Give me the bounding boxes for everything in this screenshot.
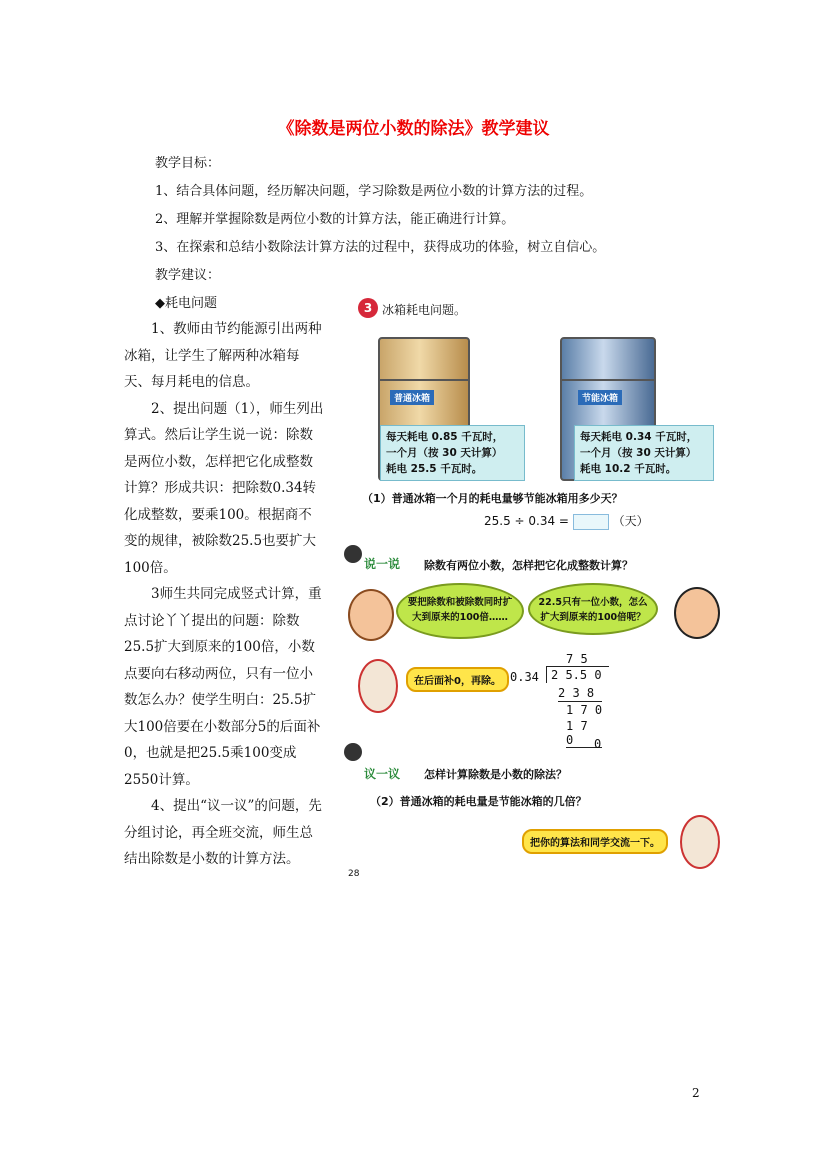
textbook-illustration bbox=[338, 287, 728, 887]
textbook-page-number: 28 bbox=[348, 869, 360, 879]
division-row-2: 1 7 0 bbox=[566, 703, 603, 717]
paragraph-4: 4、提出“议一议”的问题，先分组讨论，再全班交流，师生总结出除数是小数的计算方法。 bbox=[124, 798, 322, 867]
division-dividend: 2 5.5 0 bbox=[546, 666, 609, 683]
paragraph-1: 1、教师由节约能源引出两种冰箱，让学生了解两种冰箱每天、每月耗电的信息。 bbox=[124, 321, 322, 390]
suggestion-body bbox=[124, 316, 324, 873]
goal-3: 3、在探索和总结小数除法计算方法的过程中，获得成功的体验，树立自信心。 bbox=[155, 240, 606, 255]
energy-saving-fridge-info: 每天耗电 0.34 千瓦时， 一个月（按 30 天计算） 耗电 10.2 千瓦时。 bbox=[574, 425, 714, 481]
discuss-text: 怎样计算除数是小数的除法？ bbox=[424, 768, 567, 781]
division-remainder: 0 bbox=[594, 737, 602, 751]
girl-speech-bubble: 22.5只有一位小数，怎么扩大到原来的100倍呢？ bbox=[528, 583, 658, 635]
microphone-icon bbox=[344, 743, 362, 761]
division-divisor: 0.34 bbox=[510, 670, 539, 684]
goal-1: 1、结合具体问题，经历解决问题，学习除数是两位小数的计算方法的过程。 bbox=[155, 184, 593, 199]
goals-heading: 教学目标： bbox=[155, 156, 221, 171]
share-box: 把你的算法和同学交流一下。 bbox=[522, 829, 668, 854]
paragraph-3: 3师生共同完成竖式计算，重点讨论丫丫提出的问题：除数25.5扩大到原来的100倍，小数点要向右移动两位，只有一位小数怎么办？使学生明白：25.5扩大100倍要在小数部分5的后面补0，也就是把25.5乘100变成2550计算。 bbox=[124, 586, 322, 788]
hint-box: 在后面补0，再除。 bbox=[406, 667, 509, 692]
say-tag: 说一说 bbox=[364, 557, 401, 571]
discuss-tag: 议一议 bbox=[364, 767, 401, 781]
division-row-3: 1 7 0 bbox=[566, 720, 602, 748]
problem-number-badge: 3 bbox=[358, 298, 378, 318]
question-1: （1）普通冰箱一个月的耗电量够节能冰箱用多少天？ bbox=[362, 492, 623, 505]
rabbit-character-icon bbox=[680, 815, 720, 869]
microphone-icon bbox=[344, 545, 362, 563]
energy-saving-fridge-label: 节能冰箱 bbox=[578, 390, 622, 405]
division-quotient: 7 5 bbox=[566, 652, 588, 666]
section-heading: ◆耗电问题 bbox=[155, 296, 217, 311]
answer-box bbox=[573, 514, 609, 530]
rabbit-character-icon bbox=[358, 659, 398, 713]
page-number: 2 bbox=[692, 1086, 700, 1100]
goal-2: 2、理解并掌握除数是两位小数的计算方法，能正确进行计算。 bbox=[155, 212, 515, 227]
equation: 25.5 ÷ 0.34 = （天） bbox=[484, 514, 649, 528]
figure-heading: 冰箱耗电问题。 bbox=[382, 303, 467, 317]
regular-fridge-info: 每天耗电 0.85 千瓦时， 一个月（按 30 天计算） 耗电 25.5 千瓦时。 bbox=[380, 425, 525, 481]
paragraph-2: 2、提出问题（1），师生列出算式。然后让学生说一说：除数是两位小数，怎样把它化成整数计算？形成共识：把除数0.34转化成整数，要乘100。根据商不变的规律，被除数25.5也要扩大100倍。 bbox=[124, 400, 324, 576]
question-2: （2）普通冰箱的耗电量是节能冰箱的几倍？ bbox=[370, 795, 587, 808]
suggest-heading: 教学建议： bbox=[155, 268, 221, 283]
boy-character-icon bbox=[348, 589, 394, 641]
boy-speech-bubble: 要把除数和被除数同时扩大到原来的100倍…… bbox=[396, 583, 524, 639]
document-title: 《除数是两位小数的除法》教学建议 bbox=[277, 119, 550, 139]
girl-character-icon bbox=[674, 587, 720, 639]
division-row-1: 2 3 8 bbox=[558, 687, 602, 702]
regular-fridge-label: 普通冰箱 bbox=[390, 390, 434, 405]
say-text: 除数有两位小数，怎样把它化成整数计算？ bbox=[424, 559, 633, 572]
